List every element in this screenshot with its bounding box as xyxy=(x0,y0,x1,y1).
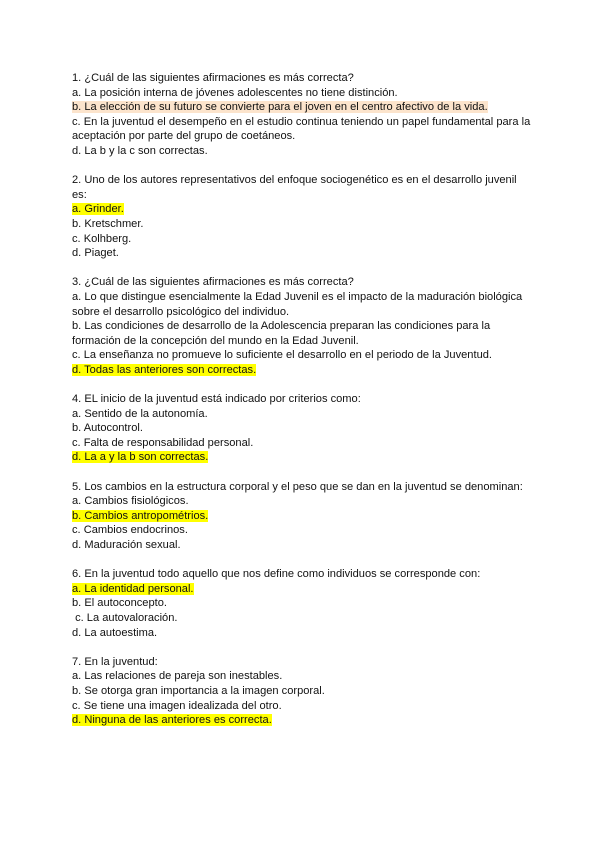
answer-text: c. En la juventud el desempeño en el estudio continua teniendo un papel fundamental para la aceptación por parte del grupo de coetáneos. xyxy=(72,115,534,143)
question-stem: 1. ¿Cuál de las siguientes afirmaciones es más correcta? xyxy=(72,72,354,84)
question-stem: 6. En la juventud todo aquello que nos define como individuos se corresponde con: xyxy=(72,568,481,581)
highlighted-answer-text: b. Cambios antropométrios. xyxy=(72,509,209,522)
answer-text: a. Las relaciones de pareja son inestables. xyxy=(72,670,283,683)
answer-text: a. Sentido de la autonomía. xyxy=(72,407,208,420)
answer-option xyxy=(72,246,534,261)
question-stem: 4. EL inicio de la juventud está indicado por criterios como: xyxy=(72,393,361,406)
answer-text: b. El autoconcepto. xyxy=(72,597,167,610)
question-block xyxy=(72,480,534,553)
highlighted-answer-text: d. Ninguna de las anteriores es correcta. xyxy=(72,714,272,727)
question-stem: 3. ¿Cuál de las siguientes afirmaciones es más correcta? xyxy=(72,276,354,289)
answer-option xyxy=(72,509,534,524)
answer-text: b. Se otorga gran importancia a la imagen corporal. xyxy=(72,684,325,697)
question-block xyxy=(72,173,534,261)
answer-option xyxy=(72,290,534,319)
answer-option xyxy=(72,319,534,348)
answer-text: a. La posición interna de jóvenes adolescentes no tiene distinción. xyxy=(72,86,398,99)
question-stem: 5. Los cambios en la estructura corporal y el peso que se dan en la juventud se denominan: xyxy=(72,480,523,493)
answer-text: c. La autovaloración. xyxy=(72,611,178,624)
highlighted-answer-text: a. La identidad personal. xyxy=(72,582,194,595)
question-stem: 7. En la juventud: xyxy=(72,655,158,668)
question-block xyxy=(72,655,534,728)
answer-option xyxy=(72,699,534,714)
answer-option xyxy=(72,348,534,363)
answer-text: c. La enseñanza no promueve lo suficiente el desarrollo en el periodo de la Juventud. xyxy=(72,349,492,362)
answer-option xyxy=(72,407,534,422)
answer-option xyxy=(72,144,534,159)
answer-option xyxy=(72,684,534,699)
answer-text: b. Kretschmer. xyxy=(72,217,144,230)
answer-option xyxy=(72,494,534,509)
answer-option xyxy=(72,626,534,641)
answer-text: d. La b y la c son correctas. xyxy=(72,144,208,157)
question-block xyxy=(72,71,534,159)
highlighted-answer-text: d. La a y la b son correctas. xyxy=(72,451,209,464)
question-stem: 2. Uno de los autores representativos del enfoque sociogenético es en el desarrollo juvenil es: xyxy=(72,174,517,201)
answer-option xyxy=(72,538,534,553)
answer-option xyxy=(72,421,534,436)
answer-option xyxy=(72,436,534,451)
answer-text: b. Autocontrol. xyxy=(72,422,143,435)
question-block xyxy=(72,567,534,640)
highlighted-answer-text: d. Todas las anteriores son correctas. xyxy=(72,363,257,376)
answer-text: c. Cambios endocrinos. xyxy=(72,524,188,537)
answer-text: a. Lo que distingue esencialmente la Edad Juvenil es el impacto de la maduración biológica sobre el desarrollo psicológico del individuo. xyxy=(72,290,526,318)
answer-option xyxy=(72,202,534,217)
answer-text: a. Cambios fisiológicos. xyxy=(72,495,189,508)
answer-option xyxy=(72,232,534,247)
answer-text: d. Piaget. xyxy=(72,247,119,260)
answer-text: b. Las condiciones de desarrollo de la Adolescencia preparan las condiciones para la formación de la concepción del mundo en la Edad Juvenil. xyxy=(72,320,494,347)
answer-option xyxy=(72,582,534,597)
answer-text: c. Falta de responsabilidad personal. xyxy=(72,436,254,449)
answer-option xyxy=(72,713,534,728)
answer-text: c. Se tiene una imagen idealizada del otro. xyxy=(72,699,282,712)
answer-option xyxy=(72,669,534,684)
answer-option xyxy=(72,217,534,232)
answer-text: d. Maduración sexual. xyxy=(72,539,181,551)
question-block xyxy=(72,392,534,465)
question-block xyxy=(72,275,534,377)
answer-option xyxy=(72,596,534,611)
answer-text: c. Kolhberg. xyxy=(72,232,132,245)
answer-option xyxy=(72,611,534,626)
answer-option xyxy=(72,523,534,538)
answer-option xyxy=(72,86,534,101)
document-page xyxy=(72,71,534,742)
answer-option xyxy=(72,100,534,115)
answer-text: d. La autoestima. xyxy=(72,626,158,639)
answer-option xyxy=(72,363,534,378)
highlighted-answer-text: b. La elección de su futuro se convierte para el joven en el centro afectivo de la vida. xyxy=(72,101,488,114)
answer-option xyxy=(72,450,534,465)
highlighted-answer-text: a. Grinder. xyxy=(72,203,124,216)
answer-option xyxy=(72,115,534,144)
